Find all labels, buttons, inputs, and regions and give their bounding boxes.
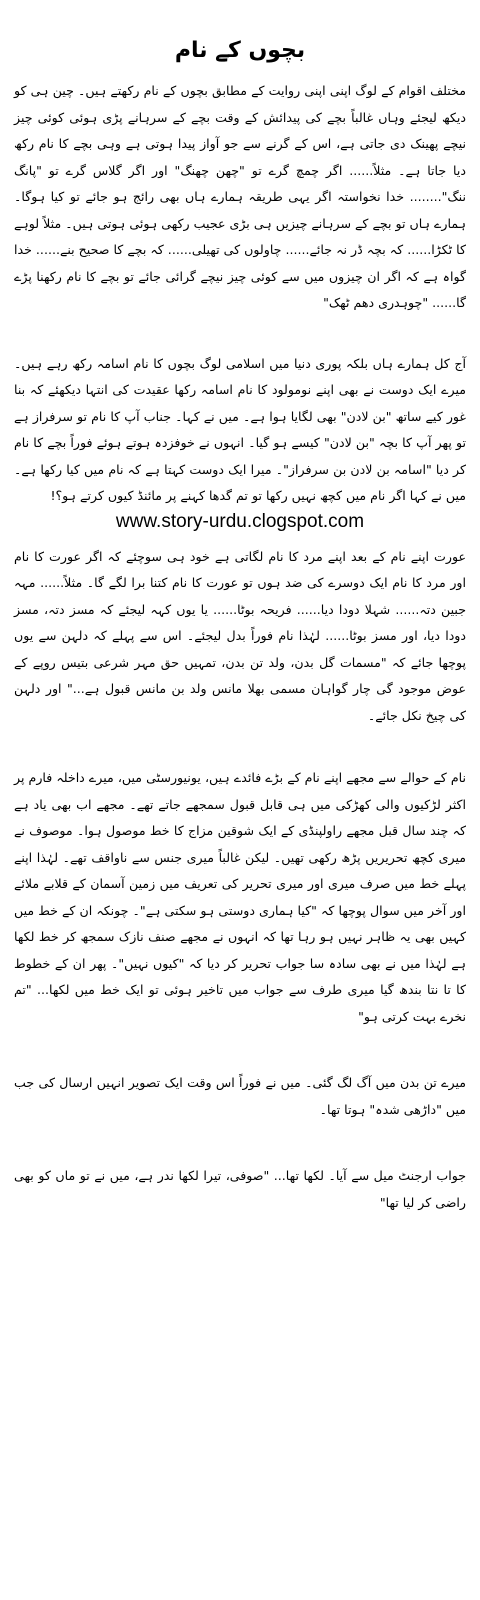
paragraph-wife-names: عورت اپنے نام کے بعد اپنے مرد کا نام لگاتی ہے خود ہی سوچئے کہ اگر عورت کا نام اور مرد کا نام ایک دوسرے کی ضد ہوں تو عورت کا نام کتنا برا لگے گا۔ مثلاً...... مہہ جبین دتہ...... شہلا دودا دیا...... فریحہ بوٹا...... یا یوں کہہ لیجئے کہ مسز دتہ، مسز دودا دیا، اور مسز بوٹا...... لہٰذا نام فوراً بدل لیجئے۔ اس سے پہلے کہ دلہن سے یوں پوچھا جائے کہ "مسمات گل بدن، ولد تن بدن، تمہیں حق مہر شرعی بتیس روپے کے عوض موجود گی چار گواہان مسمی بھلا مانس ولد بن مانس قبول ہے..." اور دلہن کی چیخ نکل جائے۔ <box>14 548 466 723</box>
article-title: بچوں کے نام <box>174 38 306 63</box>
paragraph-letter-story: نام کے حوالے سے مجھے اپنے نام کے بڑے فائدے ہیں، یونیورسٹی میں، میرے داخلہ فارم پر اکثر لڑکیوں والی کھڑکی میں ہی قابل قبول سمجھے جاتے تھے۔ مجھے اب بھی یاد ہے کہ چند سال قبل مجھے راولپنڈی کے ایک شوقین مزاج کا خط موصول ہوا۔ موصوف نے میری کچھ تحریریں پڑھ رکھی تھیں۔ لیکن غالباً میری جنس سے ناواقف تھے۔ لہٰذا اپنے پہلے خط میں صرف میری اور میری تحریر کی تعریف میں زمین آسمان کے قلابے ملائے اور آخر میں سوال پوچھا کہ "کیا ہماری دوستی ہو سکتی ہے"۔ چونکہ ان کے خط میں کہیں بھی یہ ظاہر نہیں ہو رہا تھا کہ انہوں نے مجھے صنف نازک سمجھ کر خط لکھا ہے لہٰذا میں نے بھی سادہ سا جواب تحریر کر دیا کہ "کیوں نہیں"۔ پھر ان کے خطوط کا تا نتا بندھ گیا میری طرف سے جواب میں تاخیر ہوئی تو ایک خط میں لکھا... "تم نخرے بہت کرتی ہو" <box>14 770 466 1024</box>
paragraph-osama-name: آج کل ہمارے ہاں بلکہ پوری دنیا میں اسلامی لوگ بچوں کا نام اسامہ رکھ رہے ہیں۔ میرے ایک دوست نے بھی اپنے نومولود کا نام اسامہ رکھا عقیدت کی انتہا دیکھئے کہ بنا غور کیے ساتھ "بن لادن" بھی لگایا ہوا ہے۔ میں نے کہا۔ جناب آپ کا نام تو سرفراز ہے تو پھر آپ کا بچہ "بن لادن" کیسے ہو گیا۔ انہوں نے خوفزدہ ہوتے ہوئے فوراً بچے کا نام کر دیا "اسامہ بن لادن بن سرفراز"۔ میرا ایک دوست کہتا ہے کہ نام میں کیا رکھا ہے۔ میں نے کہا اگر نام میں کچھ نہیں رکھا تو تم گدھا کہنے پر مائنڈ کیوں کرتے ہو؟! <box>14 355 466 503</box>
paragraph-chinese-names: مختلف اقوام کے لوگ اپنی اپنی روایت کے مطابق بچوں کے نام رکھتے ہیں۔ چین ہی کو دیکھ لیجئے وہاں غالباً بچے کی پیدائش کے وقت بچے کے سرہانے پڑی ہوئی کوئی چیز نیچے پھینک دی جاتی ہے، اس کے گرنے سے جو آواز پیدا ہوتی ہے وہی بچے کا نام رکھ دیا جاتا ہے۔ مثلاً...... اگر چمچ گرے تو "چھن چھنگ" اور اگر گلاس گرے تو "پانگ ننگ"........ خدا نخواستہ اگر یہی طریقہ ہمارے ہاں بھی رائج ہو جائے تو کیا ہوگا۔ ہمارے ہاں تو بچے کے سرہانے چیزیں ہی بڑی عجیب رکھی ہوئی ہوتی ہیں۔ مثلاً لوہے کا ٹکڑا...... کہ بچہ ڈر نہ جائے...... چاولوں کی تھیلی...... کہ بچے کا صحیح بنے...... خدا گواہ ہے کہ اگر ان چیزوں میں سے کوئی چیز نیچے گرائی جائے تو بچے کا نام رکھنا پڑے گا...... "چوہدری دھم ٹھک" <box>14 83 466 310</box>
website-watermark: www.story-urdu.clogspot.com <box>115 510 365 532</box>
paragraph-urgent-reply: جواب ارجنٹ میل سے آیا۔ لکھا تھا... "صوفی، تیرا لکھا ندر ہے، میں نے تو ماں کو بھی راضی کر لیا تھا" <box>14 1168 466 1210</box>
paragraph-photo-reply: میرے تن بدن میں آگ لگ گئی۔ میں نے فوراً اس وقت ایک تصویر انہیں ارسال کی جب میں "داڑھی شدہ" ہوتا تھا۔ <box>14 1075 466 1117</box>
